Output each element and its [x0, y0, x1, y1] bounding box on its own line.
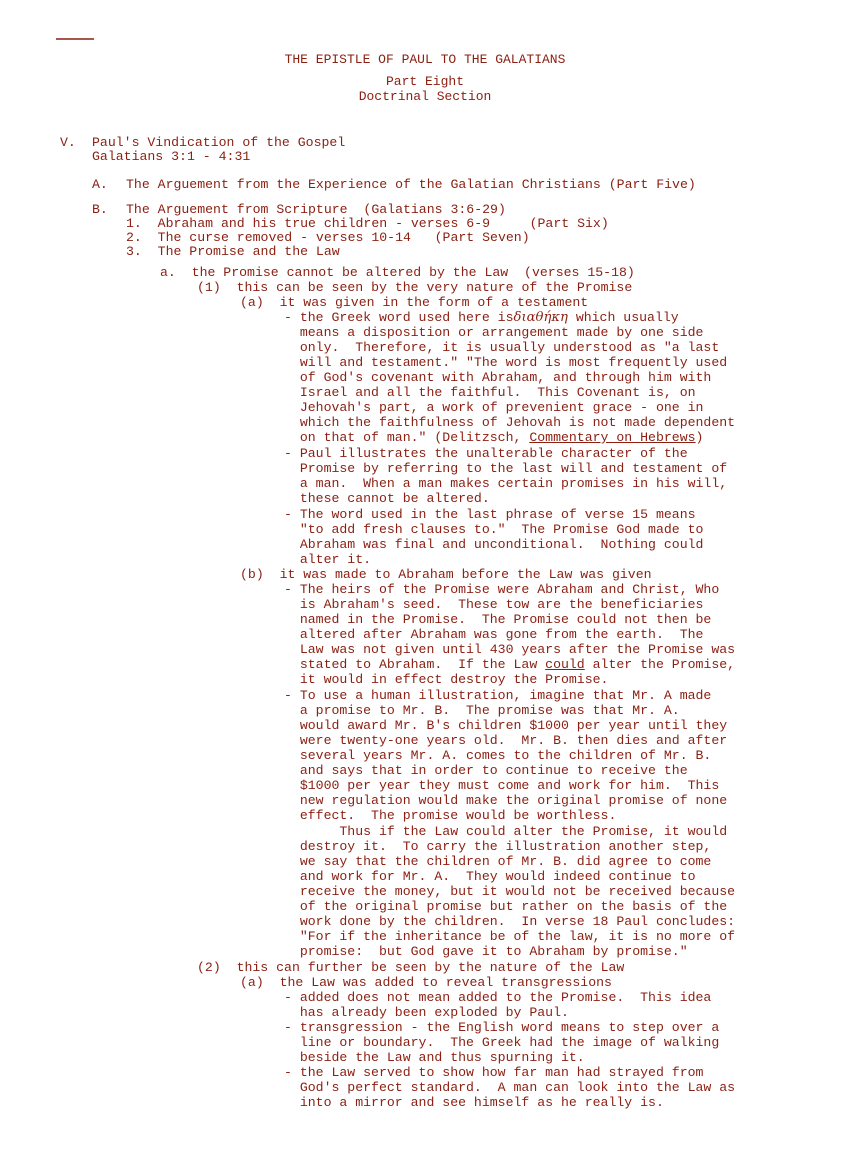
paragraph-line: new regulation would make the original promise of none	[284, 793, 728, 808]
paragraph-line: will and testament." "The word is most frequently used	[284, 355, 728, 370]
outline-a-number: A.	[92, 177, 108, 192]
paragraph-line: work done by the children. In verse 18 Paul concludes:	[284, 914, 736, 929]
paragraph-line: has already been exploded by Paul.	[284, 1005, 569, 1020]
paragraph-line: - transgression - the English word means to step over a	[284, 1020, 720, 1035]
paragraph-line: - Paul illustrates the unalterable character of the	[284, 446, 688, 461]
outline-v-reference: Galatians 3:1 - 4:31	[92, 149, 251, 164]
paragraph-line: - The heirs of the Promise were Abraham and Christ, Who	[284, 582, 720, 597]
paragraph-line: these cannot be altered.	[284, 491, 490, 506]
citation-title: Commentary on Hebrews	[529, 430, 696, 445]
paragraph-line: alter it.	[284, 552, 372, 567]
outline-v-title: Paul's Vindication of the Gospel	[92, 135, 346, 150]
outline-b1: 1. Abraham and his true children - verses 6-9 (Part Six)	[126, 216, 609, 231]
paragraph-line: beside the Law and thus spurning it.	[284, 1050, 585, 1065]
paragraph-line: - the Law served to show how far man had strayed from	[284, 1065, 704, 1080]
paragraph-line: "For if the inheritance be of the law, it is no more of	[284, 929, 736, 944]
outline-point-1a: (a) it was given in the form of a testament	[240, 295, 589, 310]
paragraph-line: on that of man." (Delitzsch, Commentary on Hebrews)	[284, 430, 704, 445]
paragraph-line: Promise by referring to the last will and testament of	[284, 461, 728, 476]
paragraph-line: Israel and all the faithful. This Covenant is, on	[284, 385, 696, 400]
outline-roman-v: V.	[60, 135, 76, 150]
paragraph-line: of the original promise but rather on the basis of the	[284, 899, 728, 914]
outline-point-2a: (a) the Law was added to reveal transgressions	[240, 975, 612, 990]
outline-point-1: (1) this can be seen by the very nature of the Promise	[197, 280, 633, 295]
outline-point-2: (2) this can further be seen by the nature of the Law	[197, 960, 625, 975]
paragraph-line: is Abraham's seed. These tow are the beneficiaries	[284, 597, 704, 612]
outline-b-text: The Arguement from Scripture (Galatians 3:6-29)	[126, 202, 506, 217]
paragraph-line: destroy it. To carry the illustration another step,	[284, 839, 712, 854]
section-label: Doctrinal Section	[358, 89, 492, 104]
outline-b-number: B.	[92, 202, 108, 217]
paragraph-line: promise: but God gave it to Abraham by promise."	[284, 944, 688, 959]
paragraph-line: of God's covenant with Abraham, and through him with	[284, 370, 712, 385]
paragraph-line: means a disposition or arrangement made by one side	[284, 325, 704, 340]
paragraph-line: receive the money, but it would not be received because	[284, 884, 736, 899]
paragraph-line: it would in effect destroy the Promise.	[284, 672, 609, 687]
document-title: THE EPISTLE OF PAUL TO THE GALATIANS	[284, 52, 566, 67]
paragraph-line: - the Greek word used here isδιαθήκη which usually	[284, 310, 679, 325]
paragraph-line: stated to Abraham. If the Law could alter the Promise,	[284, 657, 736, 672]
paragraph-line: - added does not mean added to the Promise. This idea	[284, 990, 712, 1005]
paragraph-line: only. Therefore, it is usually understood as "a last	[284, 340, 720, 355]
paragraph-line: and says that in order to continue to receive the	[284, 763, 688, 778]
paragraph-line: Thus if the Law could alter the Promise, it would	[284, 824, 728, 839]
paragraph-line: were twenty-one years old. Mr. B. then dies and after	[284, 733, 728, 748]
paragraph-line: a man. When a man makes certain promises in his will,	[284, 476, 728, 491]
paragraph-line: and work for Mr. A. They would indeed continue to	[284, 869, 696, 884]
paragraph-line: - The word used in the last phrase of verse 15 means	[284, 507, 696, 522]
paragraph-line: line or boundary. The Greek had the image of walking	[284, 1035, 720, 1050]
outline-point-1b: (b) it was made to Abraham before the Law was given	[240, 567, 652, 582]
paragraph-line: God's perfect standard. A man can look into the Law as	[284, 1080, 736, 1095]
outline-b2: 2. The curse removed - verses 10-14 (Part Seven)	[126, 230, 530, 245]
paragraph-line: into a mirror and see himself as he really is.	[284, 1095, 664, 1110]
paragraph-line: "to add fresh clauses to." The Promise God made to	[284, 522, 704, 537]
paragraph-line: which the faithfulness of Jehovah is not made dependent	[284, 415, 736, 430]
paragraph-line: effect. The promise would be worthless.	[284, 808, 617, 823]
paragraph-line: named in the Promise. The Promise could not then be	[284, 612, 712, 627]
paragraph-line: Law was not given until 430 years after the Promise was	[284, 642, 736, 657]
part-label: Part Eight	[385, 74, 464, 89]
greek-word: διαθήκη	[513, 310, 568, 325]
paragraph-line: altered after Abraham was gone from the earth. The	[284, 627, 704, 642]
paragraph-line: $1000 per year they must come and work for him. This	[284, 778, 720, 793]
outline-a-text: The Arguement from the Experience of the Galatian Christians (Part Five)	[126, 177, 696, 192]
paragraph-line: several years Mr. A. comes to the children of Mr. B.	[284, 748, 712, 763]
paragraph-line: - To use a human illustration, imagine that Mr. A made	[284, 688, 712, 703]
outline-sub-a: a. the Promise cannot be altered by the Law (verses 15-18)	[160, 265, 635, 280]
outline-b3: 3. The Promise and the Law	[126, 244, 340, 259]
paragraph-line: would award Mr. B's children $1000 per year until they	[284, 718, 728, 733]
emphasized-word: could	[545, 657, 585, 672]
paragraph-line: Jehovah's part, a work of prevenient grace - one in	[284, 400, 704, 415]
paragraph-line: Abraham was final and unconditional. Nothing could	[284, 537, 704, 552]
paragraph-line: we say that the children of Mr. B. did agree to come	[284, 854, 712, 869]
paragraph-line: a promise to Mr. B. The promise was that Mr. A.	[284, 703, 680, 718]
pen-mark	[56, 28, 94, 40]
